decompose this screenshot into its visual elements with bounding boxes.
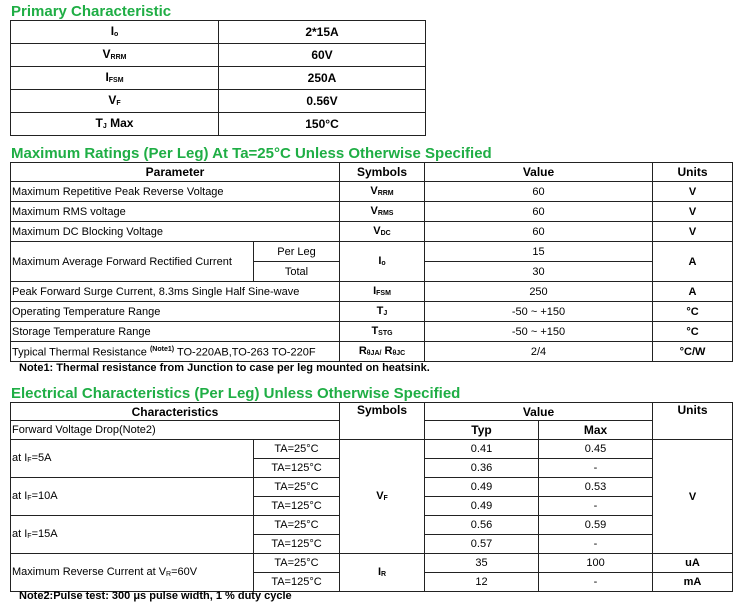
symbol: T xyxy=(95,115,103,130)
header-units: Units xyxy=(653,163,733,182)
value: 2/4 xyxy=(425,342,653,362)
condition-sub: R xyxy=(166,570,172,578)
note1: Note1: Thermal resistance from Junction to case per leg mounted on heatsink. xyxy=(19,362,430,374)
max-value: 100 xyxy=(539,554,653,573)
max-value: 0.45 xyxy=(539,440,653,459)
forward-voltage-label: Forward Voltage Drop(Note2) xyxy=(11,421,340,440)
unit: A xyxy=(653,282,733,302)
temp-condition: TA=125°C xyxy=(254,573,340,592)
value: 60 xyxy=(425,202,653,222)
param: Operating Temperature Range xyxy=(11,302,340,322)
symbol: I xyxy=(373,284,377,297)
symbol: V xyxy=(370,184,378,197)
typ-value: 12 xyxy=(425,573,539,592)
symbol-sub: FSM xyxy=(108,76,124,84)
header-units: Units xyxy=(653,403,733,440)
param: Storage Temperature Range xyxy=(11,322,340,342)
unit: mA xyxy=(653,573,733,592)
ratings-row-thermal xyxy=(11,342,733,362)
symbol: V xyxy=(102,46,111,61)
header-typ: Typ xyxy=(425,421,539,440)
temp-condition: TA=125°C xyxy=(254,497,340,516)
param: Peak Forward Surge Current, 8.3ms Single Half Sine-wave xyxy=(11,282,340,302)
max-value: 0.53 xyxy=(539,478,653,497)
max-value: - xyxy=(539,535,653,554)
symbol-sub: θJA/ xyxy=(366,349,382,357)
param-package: TO-220AB,TO-263 TO-220F xyxy=(174,346,316,359)
primary-table xyxy=(10,20,426,136)
temp-condition: TA=125°C xyxy=(254,459,340,478)
ir-row xyxy=(11,554,733,573)
ratings-row xyxy=(11,202,733,222)
vf-row xyxy=(11,440,733,459)
primary-row-vrrm xyxy=(11,44,426,67)
value: 60 xyxy=(425,182,653,202)
ratings-title: Maximum Ratings (Per Leg) At Ta=25°C Unless Otherwise Specified xyxy=(11,145,492,162)
condition-value: =15A xyxy=(31,527,58,540)
note-ref: (Note1) xyxy=(149,346,175,354)
condition-value: =10A xyxy=(31,489,58,502)
condition-label: at I xyxy=(12,489,28,502)
param: Maximum Repetitive Peak Reverse Voltage xyxy=(11,182,340,202)
value: 60V xyxy=(219,44,426,67)
symbol: T xyxy=(371,324,379,337)
temp-condition: TA=25°C xyxy=(254,554,340,573)
ratings-row xyxy=(11,222,733,242)
condition-sub: F xyxy=(27,456,32,464)
symbol-sub: R xyxy=(381,570,387,578)
value: 250 xyxy=(425,282,653,302)
value: -50 ~ +150 xyxy=(425,322,653,342)
header-symbols: Symbols xyxy=(340,403,425,440)
value: 60 xyxy=(425,222,653,242)
electrical-title: Electrical Characteristics (Per Leg) Unless Otherwise Specified xyxy=(11,385,461,402)
ratings-table xyxy=(10,162,733,362)
condition-label: at I xyxy=(12,527,28,540)
condition-label: at I xyxy=(12,451,28,464)
value: 2*15A xyxy=(219,21,426,44)
symbol: I xyxy=(378,254,382,267)
symbol: V xyxy=(370,204,378,217)
symbol-sub: STG xyxy=(378,329,393,337)
ratings-row xyxy=(11,322,733,342)
symbol: R xyxy=(381,344,393,357)
typ-value: 0.57 xyxy=(425,535,539,554)
ratings-header xyxy=(11,163,733,182)
symbol: V xyxy=(373,224,381,237)
header-value: Value xyxy=(425,163,653,182)
condition-value: =5A xyxy=(31,451,52,464)
param: Maximum Average Forward Rectified Current xyxy=(11,242,254,282)
value: 150°C xyxy=(219,113,426,136)
ratings-row xyxy=(11,302,733,322)
param: Typical Thermal Resistance xyxy=(12,346,150,359)
unit: V xyxy=(653,202,733,222)
temp-condition: TA=25°C xyxy=(254,440,340,459)
unit: °C xyxy=(653,322,733,342)
unit: V xyxy=(653,440,733,554)
symbol-sub: RMS xyxy=(377,209,394,217)
symbol-suffix: Max xyxy=(106,115,134,130)
condition-sub: F xyxy=(27,494,32,502)
header-symbols: Symbols xyxy=(340,163,425,182)
typ-value: 35 xyxy=(425,554,539,573)
typ-value: 0.49 xyxy=(425,478,539,497)
electrical-table xyxy=(10,402,733,592)
max-value: - xyxy=(539,459,653,478)
symbol-sub: θJC xyxy=(392,349,406,357)
note2: Note2:Pulse test: 300 μs pulse width, 1 % duty cycle xyxy=(19,590,292,602)
symbol-sub: F xyxy=(116,99,121,107)
value: 0.56V xyxy=(219,90,426,113)
symbol-sub: J xyxy=(102,122,107,130)
header-parameter: Parameter xyxy=(11,163,340,182)
header-characteristics: Characteristics xyxy=(11,403,340,421)
symbol-sub: o xyxy=(381,259,386,267)
condition-label: Maximum Reverse Current at V xyxy=(12,565,167,578)
unit: V xyxy=(653,182,733,202)
value: 250A xyxy=(219,67,426,90)
symbol: V xyxy=(376,489,384,502)
primary-row-io xyxy=(11,21,426,44)
typ-value: 0.36 xyxy=(425,459,539,478)
condition-value: =60V xyxy=(171,565,198,578)
symbol-sub: FSM xyxy=(376,289,391,297)
primary-row-ifsm xyxy=(11,67,426,90)
electrical-header xyxy=(11,403,733,421)
header-max: Max xyxy=(539,421,653,440)
temp-condition: TA=125°C xyxy=(254,535,340,554)
typ-value: 0.41 xyxy=(425,440,539,459)
unit: °C xyxy=(653,302,733,322)
unit: uA xyxy=(653,554,733,573)
primary-title: Primary Characteristic xyxy=(11,3,172,20)
symbol: I xyxy=(105,69,109,84)
condition: Per Leg xyxy=(254,242,340,262)
symbol: V xyxy=(108,92,117,107)
symbol-sub: RRM xyxy=(110,53,127,61)
symbol-sub: DC xyxy=(380,229,391,237)
symbol-sub: o xyxy=(114,30,119,38)
symbol: R xyxy=(358,344,367,357)
condition: Total xyxy=(254,262,340,282)
temp-condition: TA=25°C xyxy=(254,478,340,497)
symbol: I xyxy=(377,565,381,578)
header-value: Value xyxy=(425,403,653,421)
symbol-sub: J xyxy=(383,309,388,317)
value: 30 xyxy=(425,262,653,282)
unit: V xyxy=(653,222,733,242)
unit: A xyxy=(653,242,733,282)
max-value: - xyxy=(539,497,653,516)
ratings-row xyxy=(11,182,733,202)
primary-row-tj xyxy=(11,113,426,136)
symbol-sub: RRM xyxy=(377,189,394,197)
ratings-row-avg-current xyxy=(11,242,733,262)
max-value: 0.59 xyxy=(539,516,653,535)
param: Maximum DC Blocking Voltage xyxy=(11,222,340,242)
ratings-row xyxy=(11,282,733,302)
primary-row-vf xyxy=(11,90,426,113)
param: Maximum RMS voltage xyxy=(11,202,340,222)
value: 15 xyxy=(425,242,653,262)
unit: °C/W xyxy=(653,342,733,362)
symbol: T xyxy=(376,304,384,317)
symbol: I xyxy=(110,23,115,38)
temp-condition: TA=25°C xyxy=(254,516,340,535)
typ-value: 0.56 xyxy=(425,516,539,535)
max-value: - xyxy=(539,573,653,592)
typ-value: 0.49 xyxy=(425,497,539,516)
value: -50 ~ +150 xyxy=(425,302,653,322)
symbol-sub: F xyxy=(383,494,388,502)
condition-sub: F xyxy=(27,532,32,540)
